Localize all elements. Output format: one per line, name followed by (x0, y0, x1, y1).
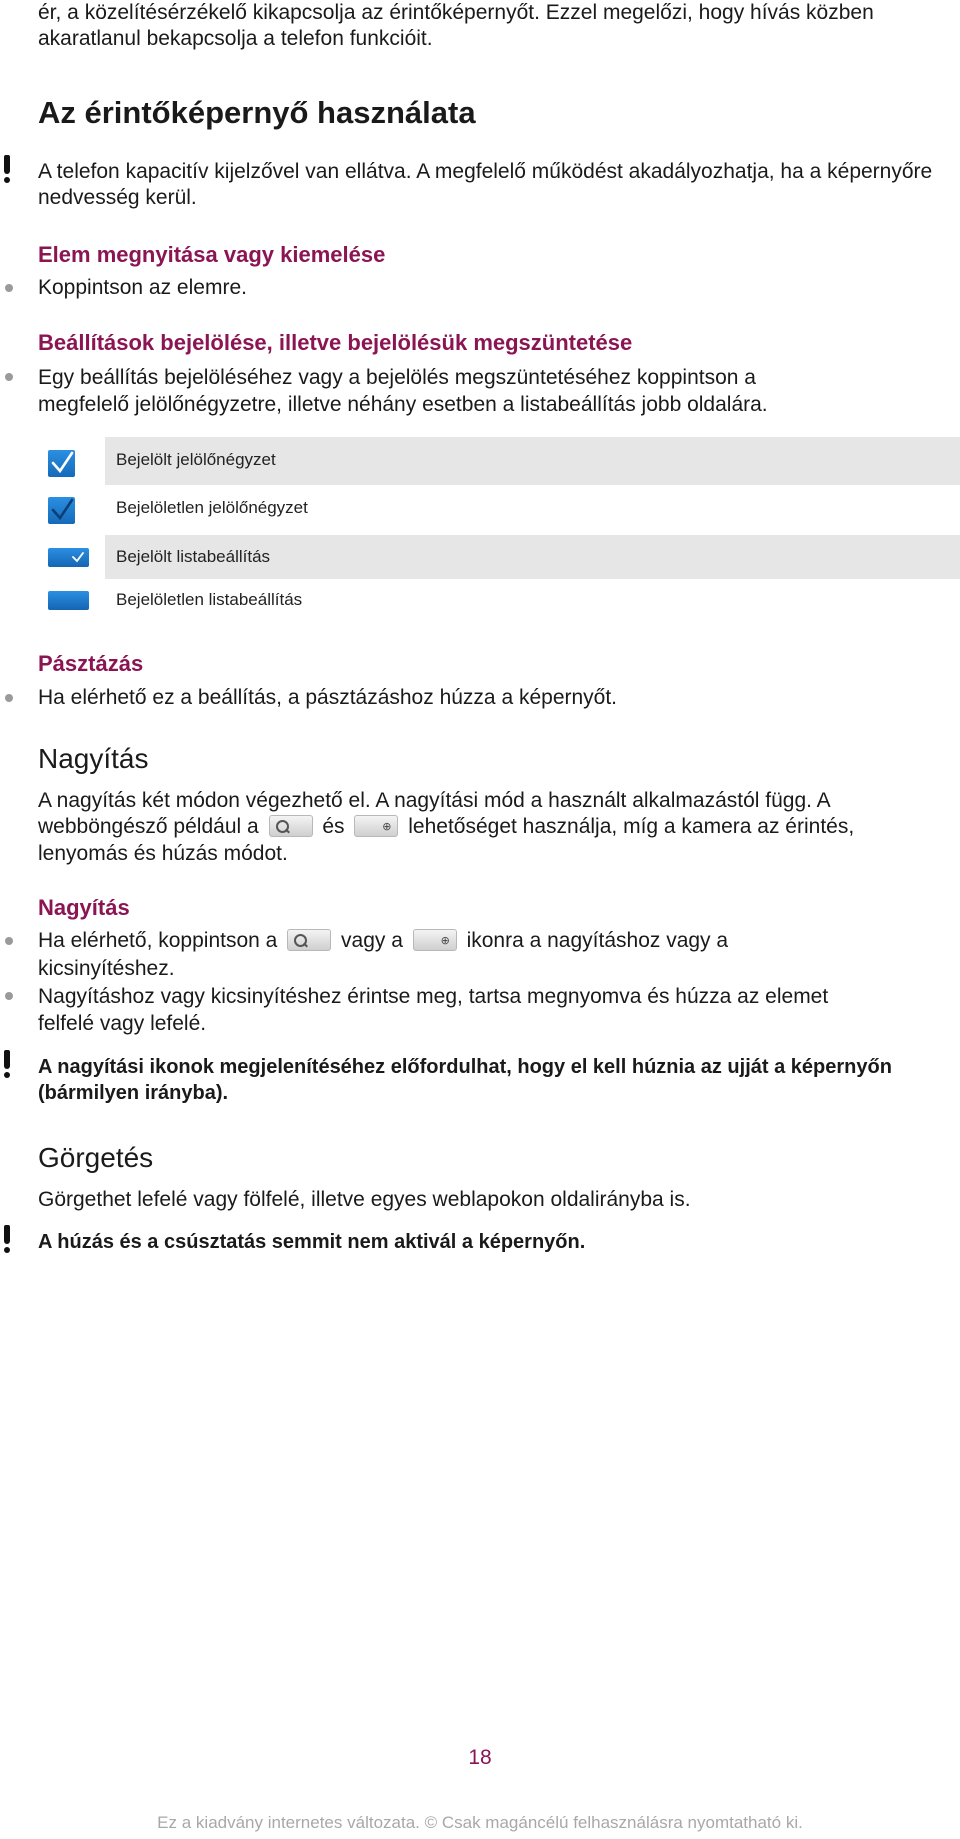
option-label: Bejelöletlen listabeállítás (116, 590, 303, 609)
bullet-open-item: Koppintson az elemre. (38, 276, 247, 299)
zoom-bullet-2-line-2: felfelé vagy lefelé. (38, 1012, 207, 1035)
checked-list-option-icon[interactable] (48, 548, 89, 567)
zoom-warning-line-2: (bármilyen irányba). (38, 1082, 229, 1104)
bullet-icon (5, 992, 13, 1000)
subheading-zoom: Nagyítás (38, 895, 130, 920)
zoom-in-icon: ⊕ (354, 815, 398, 837)
settings-text-line-1: Egy beállítás bejelöléséhez vagy a bejelölés megszüntetéséhez koppintson a (38, 366, 756, 389)
warning-icon (2, 1225, 12, 1253)
zoom-out-icon (287, 929, 331, 951)
zoom-text-part: vagy a (341, 929, 403, 952)
zoom-text-part: Ha elérhető, koppintson a (38, 929, 278, 952)
section-title-touchscreen: Az érintőképernyő használata (38, 95, 476, 130)
footer-note: Ez a kiadvány internetes változata. © Csak magáncélú felhasználásra nyomtatható ki. (157, 1813, 803, 1832)
option-label: Bejelölt jelölőnégyzet (116, 450, 276, 469)
subheading-panning: Pásztázás (38, 651, 144, 676)
option-label: Bejelöletlen jelölőnégyzet (116, 498, 308, 517)
intro-line-2: akaratlanul bekapcsolja a telefon funkcióit. (38, 27, 433, 50)
scroll-text: Görgethet lefelé vagy fölfelé, illetve egyes weblapokon oldalirányba is. (38, 1188, 691, 1211)
bullet-icon (5, 373, 13, 381)
warning-icon (2, 1050, 12, 1078)
section-title-zoom: Nagyítás (38, 743, 149, 774)
zoom-out-icon (269, 815, 313, 837)
subheading-open-item: Elem megnyitása vagy kiemelése (38, 242, 386, 267)
bullet-panning: Ha elérhető ez a beállítás, a pásztázáshoz húzza a képernyőt. (38, 686, 618, 709)
zoom-text-part: és (322, 815, 345, 838)
unchecked-list-option-icon[interactable] (48, 591, 89, 610)
zoom-text-part: lehetőséget használja, míg a kamera az érintés, (408, 815, 855, 838)
bullet-icon (5, 284, 13, 292)
bullet-icon (5, 694, 13, 702)
settings-text-line-2: megfelelő jelölőnégyzetre, illetve néhány esetben a listabeállítás jobb oldalára. (38, 393, 768, 416)
zoom-bullet-1-line-1 (38, 927, 728, 954)
scroll-warning: A húzás és a csúsztatás semmit nem aktivál a képernyőn. (38, 1231, 586, 1253)
section-title-scroll: Görgetés (38, 1142, 154, 1173)
zoom-text-part: webböngésző például a (38, 815, 259, 838)
zoom-text-part: ikonra a nagyításhoz vagy a (466, 929, 729, 952)
warning-text-line-2: nedvesség kerül. (38, 186, 197, 209)
zoom-bullet-2-line-1: Nagyításhoz vagy kicsinyítéshez érintse meg, tartsa megnyomva és húzza az elemet (38, 985, 829, 1008)
checked-checkbox-icon[interactable] (48, 450, 75, 477)
warning-text-line-1: A telefon kapacitív kijelzővel van ellátva. A megfelelő működést akadályozhatja, ha a képernyőre (38, 160, 933, 183)
unchecked-checkbox-icon[interactable] (48, 497, 75, 524)
option-label: Bejelölt listabeállítás (116, 547, 271, 566)
page-number: 18 (468, 1746, 492, 1769)
zoom-in-icon: ⊕ (413, 929, 457, 951)
zoom-text-line-3: lenyomás és húzás módot. (38, 842, 288, 865)
subheading-settings: Beállítások bejelölése, illetve bejelölésük megszüntetése (38, 330, 633, 355)
zoom-warning-line-1: A nagyítási ikonok megjelenítéséhez előfordulhat, hogy el kell húznia az ujját a képernyőn (38, 1056, 892, 1078)
zoom-text-line-1: A nagyítás két módon végezhető el. A nagyítási mód a használt alkalmazástól függ. A (38, 789, 831, 812)
bullet-icon (5, 937, 13, 945)
zoom-bullet-1-line-2: kicsinyítéshez. (38, 957, 175, 980)
intro-line-1: ér, a közelítésérzékelő kikapcsolja az érintőképernyőt. Ezzel megelőzi, hogy hívás közben (38, 1, 874, 24)
zoom-text-line-2 (38, 813, 854, 840)
warning-icon (2, 155, 12, 183)
